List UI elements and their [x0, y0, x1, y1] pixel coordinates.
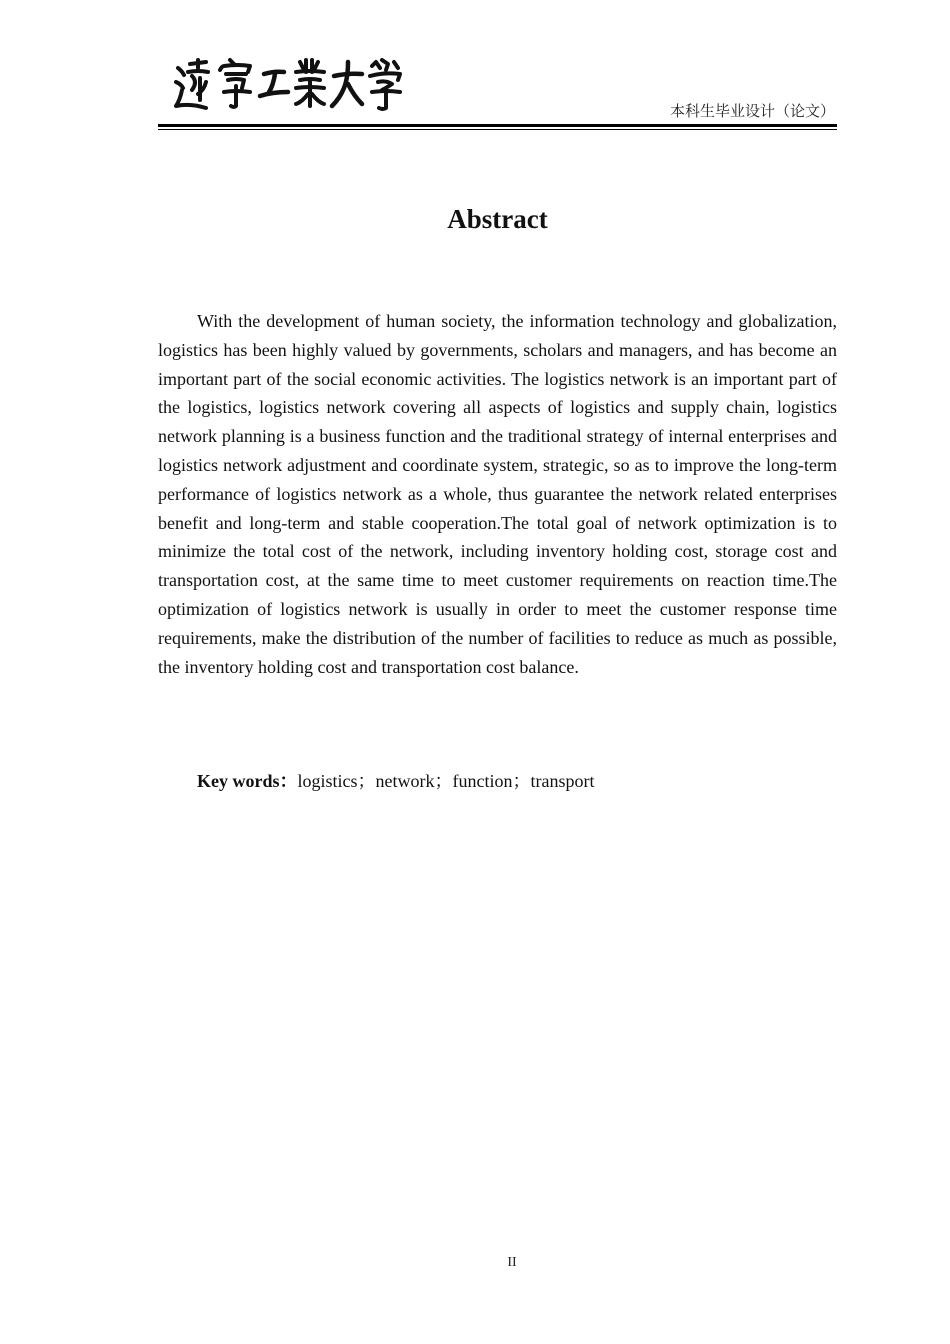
keyword-separator: ； [434, 771, 453, 791]
keyword-separator: ； [512, 771, 531, 791]
header-rule-thin [158, 129, 837, 130]
page-title: Abstract [447, 204, 548, 234]
keyword-item: network [375, 771, 435, 791]
thesis-type-label: 本科生毕业设计（论文） [669, 102, 835, 120]
page-number: II [507, 1255, 517, 1270]
keyword-item: transport [530, 771, 595, 791]
university-calligraphy-logo [172, 56, 402, 112]
keyword-item: function [452, 771, 513, 791]
keywords-line [197, 767, 594, 795]
abstract-paragraph: With the development of human society, the information technology and globalization, logistics has been highly valued by governments, scholars and managers, and has become an important part of the social economic activities. The logistics network is an important part of the logistics, logistics network covering all aspects of logistics and supply chain, logistics network planning is a business function and the traditional strategy of internal enterprises and logistics network adjustment and coordinate system, strategic, so as to improve the long-term performance of logistics network as a whole, thus guarantee the network related enterprises benefit and long-term and stable cooperation.The total goal of network optimization is to minimize the total cost of the network, including inventory holding cost, storage cost and transportation cost, at the same time to meet customer requirements on reaction time.The optimization of logistics network is usually in order to meet the customer response time requirements, make the distribution of the number of facilities to reduce as much as possible, the inventory holding cost and transportation cost balance. [158, 311, 837, 677]
header-rule-thick [158, 124, 837, 127]
keywords-label: Key words： [197, 771, 298, 791]
keyword-separator: ； [357, 771, 376, 791]
page-header [158, 50, 837, 132]
keyword-item: logistics [297, 771, 358, 791]
